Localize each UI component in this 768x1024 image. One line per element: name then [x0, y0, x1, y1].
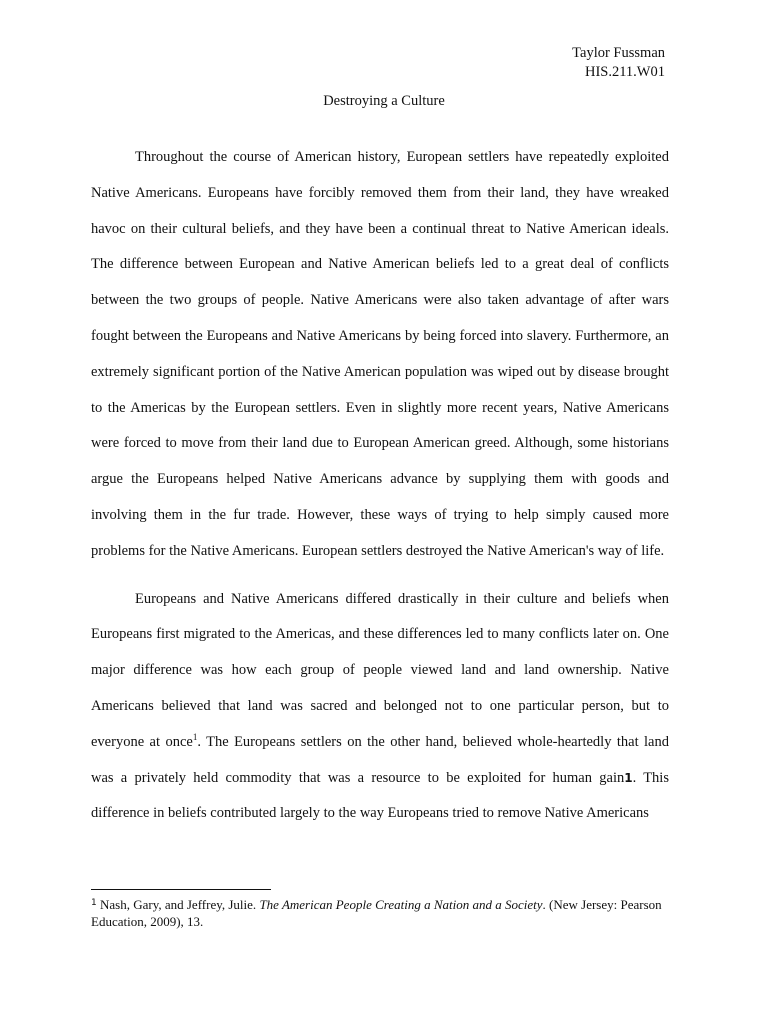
essay-title: Destroying a Culture	[323, 93, 445, 109]
paragraph-1: Throughout the course of American history, European settlers have repeatedly exploited Native Americans. Europeans have forcibly removed them from their land, they have wreaked havoc on their cultural beliefs, and they have been a continual threat to Native American ideals. The difference between European and Native American beliefs led to a great deal of conflicts between the two groups of people. Native Americans were also taken advantage of after wars fought between the Europeans and Native Americans by being forced into slavery. Furthermore, an extremely significant portion of the Native American population was wiped out by disease brought to the Americas by the European settlers. Even in slightly more recent years, Native Americans were forced to move from their land due to European American greed. Although, some historians argue the Europeans helped Native Americans advance by supplying them with goods and involving them in the fur trade. However, these ways of trying to help simply caused more problems for the Native Americans. European settlers destroyed the Native American's way of life.	[91, 149, 669, 559]
essay-body	[91, 140, 669, 832]
footnote-reference-inline: 1	[624, 770, 633, 785]
paragraph-2-part-1: Europeans and Native Americans differed drastically in their culture and beliefs when Europeans first migrated to the Americas, and these differences led to many conflicts later on. One major difference was how each group of people viewed land and land ownership. Native Americans believed that land was sacred and belonged not to one particular person, but to everyone at once	[91, 590, 669, 750]
footnote-reference: 1	[192, 731, 198, 742]
header-block	[572, 44, 665, 82]
paragraph-2	[91, 582, 669, 833]
paragraph-2-part-2: . The Europeans settlers on the other hand, believed whole-heartedly that land was a privately held commodity that was a resource to be exploited for human gain	[91, 733, 669, 786]
footnote-publication: . (New Jersey: Pearson Education, 2009), 13.	[91, 897, 662, 929]
footnote-book-title: The American People Creating a Nation and a Society	[259, 897, 543, 912]
author-name: Taylor Fussman	[572, 45, 665, 61]
footnote-number: 1	[91, 898, 97, 908]
course-code: HIS.211.W01	[584, 64, 665, 80]
footnote-authors: Nash, Gary, and Jeffrey, Julie.	[96, 897, 260, 912]
footnote	[91, 896, 669, 930]
footnote-divider	[91, 889, 271, 890]
paragraph-2-part-3: . This difference in beliefs contributed largely to the way Europeans tried to remove Native Americans	[91, 769, 669, 822]
